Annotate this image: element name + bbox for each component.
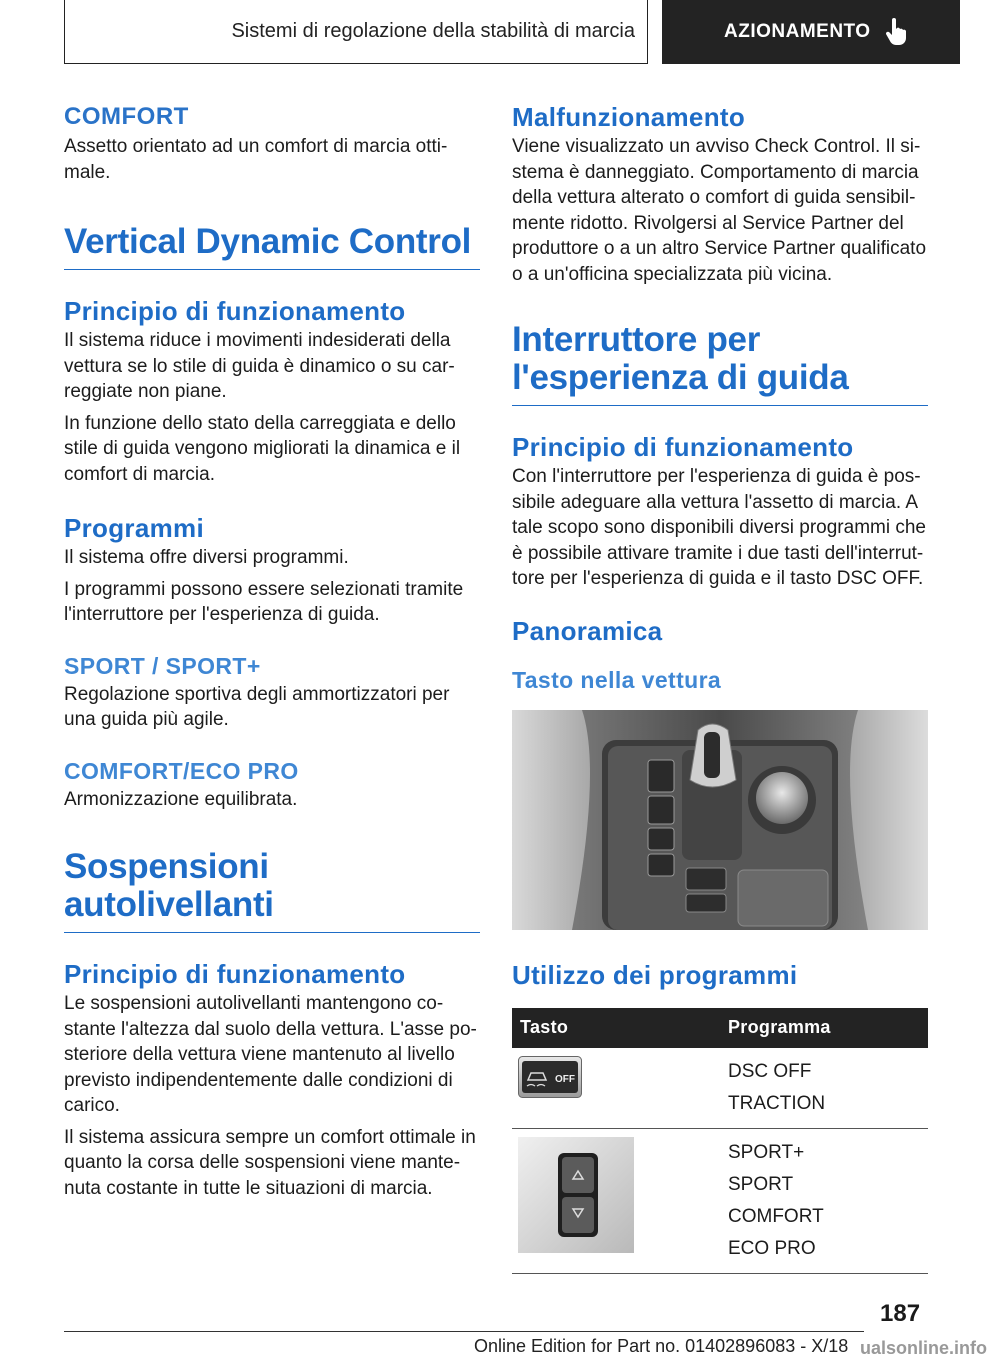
vdc-principle-p1: Il sistema riduce i movimenti indesiderati della vettura se lo stile di guida è dinamico o su car-reggiate non piane. <box>64 330 455 402</box>
suspension-principle-heading: Principio di funzionamento <box>64 959 406 989</box>
switch-title <box>512 321 928 406</box>
driving-experience-switch-icon <box>518 1137 634 1253</box>
footer-edition: Online Edition for Part no. 01402896083 - X/18 <box>474 1336 849 1356</box>
table-row <box>512 1048 928 1129</box>
programs-p2: I programmi possono essere selezionati tramite l'interruttore per l'esperienza di guida. <box>64 578 464 625</box>
suspension-p1: Le sospensioni autolivellanti mantengono co-stante l'altezza dal suolo della vettura. L'asse po-steriore della vettura viene mantenuto al livello previsto indipendentemente dalle condizioni di carico. <box>64 993 477 1116</box>
table-header-programma: Programma <box>718 1008 928 1048</box>
overview-heading: Panoramica <box>512 615 663 646</box>
page-number: 187 <box>880 1300 921 1327</box>
dsc-off-button-icon <box>518 1056 582 1098</box>
table-row <box>512 1128 928 1273</box>
dsc-off-button-label: OFF <box>555 1073 575 1085</box>
table-cell-programs <box>718 1128 928 1273</box>
suspension-p2: Il sistema assicura sempre un comfort ottimale in quanto la corsa delle sospensioni viene mante-nuta costante in tutte le situazioni di marcia. <box>64 1126 476 1199</box>
switch-principle-heading: Principio di funzionamento <box>512 432 854 462</box>
header-chapter-label: AZIONAMENTO <box>724 21 871 42</box>
program-item: TRACTION <box>728 1092 826 1114</box>
center-console-photo <box>512 710 928 930</box>
programs-heading: Programmi <box>64 513 204 543</box>
table-cell-programs <box>718 1048 928 1129</box>
comfort-text: Assetto orientato ad un comfort di marcia otti- male. <box>64 136 448 183</box>
vdc-principle-p2: In funzione dello stato della carreggiata e dello stile di guida vengono migliorati la dinamica e il comfort di marcia. <box>64 412 461 485</box>
program-item: ECO PRO <box>728 1237 816 1259</box>
table-header-row <box>512 1008 928 1048</box>
header-section-title-box <box>64 0 648 64</box>
table-header-tasto: Tasto <box>512 1008 718 1048</box>
using-programs-heading: Utilizzo dei programmi <box>512 959 798 990</box>
button-in-car-heading: Tasto nella vettura <box>512 666 722 693</box>
right-column <box>512 100 928 1274</box>
vdc-principle-heading: Principio di funzionamento <box>64 296 406 326</box>
table-cell-button <box>512 1128 718 1273</box>
footer-divider <box>64 1331 864 1332</box>
vdc-title: Vertical Dynamic Control <box>64 223 480 270</box>
sport-heading: SPORT / SPORT+ <box>64 652 261 679</box>
suspension-title: Sospensioni autolivellanti <box>64 848 480 933</box>
header-chapter-tab[interactable] <box>662 0 960 64</box>
programs-table <box>512 1008 928 1274</box>
header-section-title: Sistemi di regolazione della stabilità di marcia <box>231 20 635 42</box>
switch-principle-text: Con l'interruttore per l'esperienza di guida è pos-sibile adeguare alla vettura l'assetto di marcia. A tale scopo sono disponibili diversi programmi che è possibile attivare tramite i due tasti dell'interrut-tore per l'esperienza di guida e il tasto DSC OFF. <box>512 466 926 589</box>
left-column <box>64 100 480 1201</box>
comfort-heading: COMFORT <box>64 103 189 130</box>
program-item: SPORT+ <box>728 1141 805 1163</box>
program-item: DSC OFF <box>728 1060 812 1082</box>
hand-pointer-icon <box>885 18 907 46</box>
comfort-eco-heading: COMFORT/ECO PRO <box>64 757 299 784</box>
malfunction-heading: Malfunzionamento <box>512 102 746 132</box>
table-cell-button <box>512 1048 718 1129</box>
switch-title-line2: l'esperienza di guida <box>512 358 849 397</box>
malfunction-text: Viene visualizzato un avviso Check Control. Il si-stema è danneggiato. Comportamento di marcia della vettura alterato o comfort di guida sensibil-mente ridotto. Rivolgersi al Service Partner del produttore o a un altro Service Partner qualificato o a un'officina specializzata più vicina. <box>512 136 927 285</box>
sport-text: Regolazione sportiva degli ammortizzatori per una guida più agile. <box>64 683 450 730</box>
comfort-eco-text: Armonizzazione equilibrata. <box>64 788 298 810</box>
footer-watermark: ualsonline.info <box>860 1338 987 1358</box>
program-item: COMFORT <box>728 1205 824 1227</box>
switch-title-line1: Interruttore per <box>512 320 761 359</box>
program-item: SPORT <box>728 1173 794 1195</box>
programs-p1: Il sistema offre diversi programmi. <box>64 547 349 568</box>
